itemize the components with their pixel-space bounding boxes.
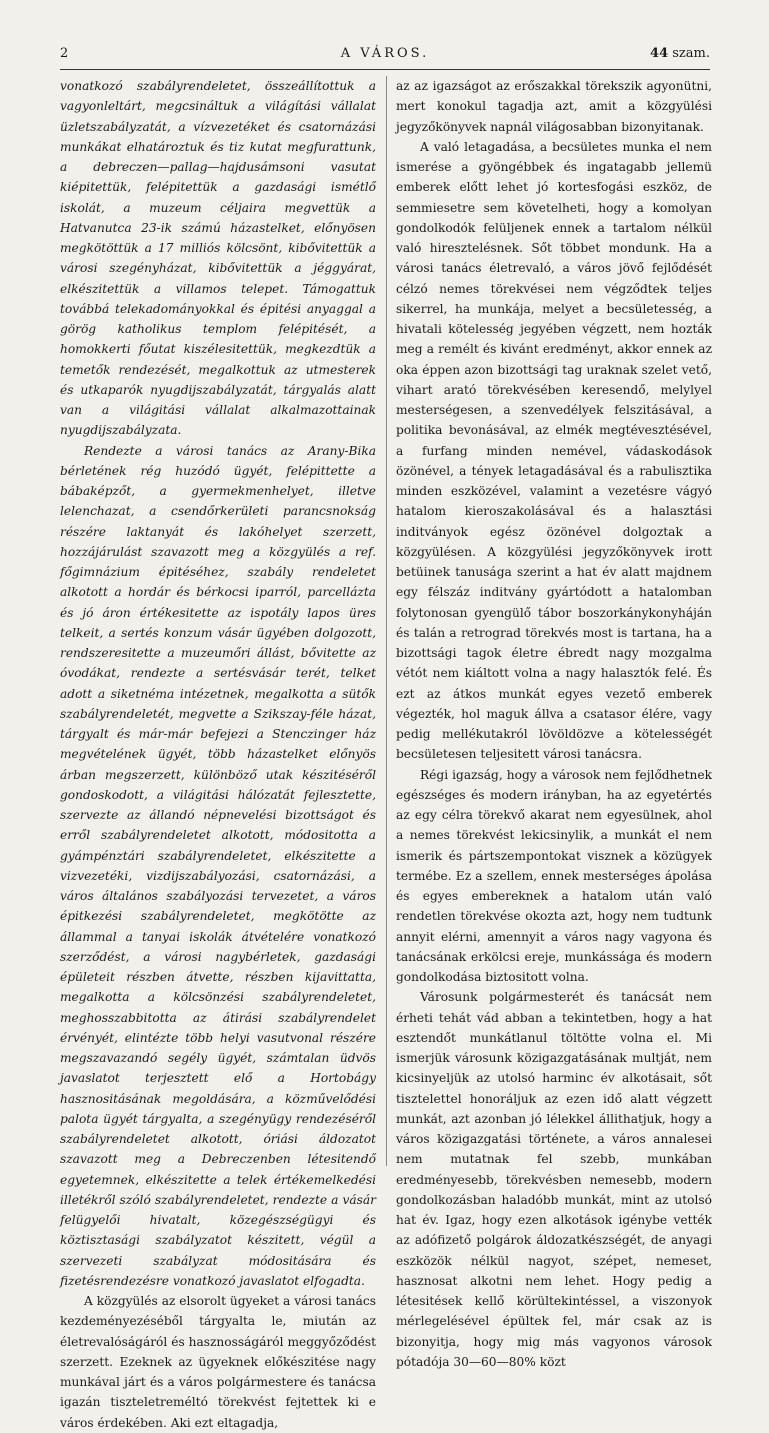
right-paragraph-3: Régi igazság, hogy a városok nem fejlődhetnek egészséges és modern irányban, ha az egyetértés az egy célra törekvő akarat nem egyesülnek, ahol a nemes törekvést lekicsinylik, a munkát el nem ismerik és pártszempontokat visznek a közügyek termébe. Ez a szellem, ennek mesterséges ápolása és egyes embereknek a hatalom után való rendetlen törekvése okozta azt, hogy nem tudtunk annyit elérni, amennyit a város nagy vagyona és tanácsának erkölcsi ereje, munkássága és modern gondolkodása biztositott volna. [396, 767, 712, 984]
left-paragraph-2: Rendezte a városi tanács az Arany-Bika bérletének rég huzódó ügyét, felépittette a bábaképzőt, a gyermekmenhelyet, illetve lelenchazat, a csendőrkerületi parancsnokság részére laktanyát és lakóhelyet szerzett, hozzájárulást szavazott meg a közgyülés a ref. főgimnázium épitéséhez, szabály rendeletet alkotott a hordár és bérkocsi iparról, parcellázta és jó áron értékesitette az ispotály lapos üres telkeit, a sertés konzum vásár ügyében dolgozott, rendszeresitette a muzeumőri állást, bővitette az óvodákat, rendezte a sertésvásár terét, telket adott a siketnéma intézetnek, megalkotta a sütők szabályrendeletét, megvette a Szikszay-féle házat, tárgyalt és már-már befejezi a Stenczinger ház megvételének ügyét, több házastelket előnyös árban megszerzett, különböző utak készitéséről gondoskodott, a világitási hálózatát fejlesztette, szervezte az állandó népnevelési bizottságot és erről szabályrendeletet alkotott, módositotta a gyámpénztári szabályrendeletet, elkészitette a vizvezetéki, vizdijszabályozási, csatornázási, a város általános szabályozási tervezetet, a város épitkezési szabályrendeletet, megkötötte az állammal a tanyai iskolák átvételére vonatkozó szerződést, a városi nagybérletek, gazdasági épületeit részben átvette, részben kijavittatta, megalkotta a kölcsönzési szabályrendeletet, meghosszabbitotta az átirási szabályrendelet érvényét, elintézte több helyi vasutvonal részére megszavazandó segély ügyét, számtalan üdvös javaslatot terjesztett elő a Hortobágy hasznositásának megoldására, a közművelődési palota ügyét tárgyalta, a szegényügy rendezéséről szabályrendeletet alkotott, óriási áldozatot szavazott meg a Debreczenben létesitendő egyetemnek, elkészitette a telek értékemelkedési illetékről szóló szabályrendeletet, rendezte a vásár felügyelői hivatalt, közegészségügyi és köztisztasági szabályzatot készitett, végül a szervezeti szabályzat módositására és fizetésrendezésre vonatkozó javaslatot elfogadta. [60, 443, 376, 1288]
right-paragraph-1: az az igazságot az erőszakkal törekszik agyonütni, mert konokul tagadja azt, amit a közgyülési jegyzőkönyvek napnál világosabban bizonyitanak. [396, 79, 712, 134]
issue-number-value: 44 [650, 46, 669, 61]
left-column [60, 76, 376, 1430]
newspaper-title: A VÁROS. [340, 46, 430, 61]
right-paragraph-2: A való letagadása, a becsületes munka el nem ismerése a gyöngébbek és ingatagabb jellemü emberek előtt lehet jó kortesfogási eszköz, de semmiesetre sem követelheti, hogy a komolyan gondolkodók felüljenek ennek a tartalom nélkül való hiresztelésnek. Sőt többet mondunk. Ha a városi tanács életrevaló, a város jövő fejlődését célzó nemes törekvései nem végződtek teljes sikerrel, ha munkája, melyet a becsületesség, a hivatali kötelesség jegyében végzett, nem hozták meg a remélt és kivánt eredményt, akkor ennek az oka éppen azon bizottsági tag uraknak szelet vető, vihart arató törekvésében keresendő, melylyel mesterségesen, a szenvedélyek felszitásával, a politika bevonásával, az elmék megtévesztésével, a furfang minden nemével, vádaskodások özönével, a tények letagadásával és a rabulisztika minden eszközével, valamint a vezetésre vágyó hatalom kieroszakolásával és a halasztási inditványok egész özönével dolgoztak a közgyülésen. A közgyülési jegyzőkönyvek irott betüinek tanusága szerint a hat év alatt majdnem egy félszáz inditvány gyártódott a hatalomban folytonosan gyengülő tábor boszorkánykonyháján és talán a retrograd törekvés most is tartana, ha a bizottsági tagok életre ébredt nagy mozgalma vétót nem kiáltott volna a nagy halasztók felé. És ezt az átkos munkát egyes vezető emberek végezték, hol maguk állva a csatasor élére, vagy pedig mellékutakról lövöldözve a kötelességét becsületesen teljesitett városi tanácsra. [396, 139, 712, 762]
header-rule [60, 69, 710, 70]
right-column [396, 76, 712, 1369]
column-divider [386, 76, 387, 1166]
page-number: 2 [60, 46, 69, 61]
page-header [60, 44, 710, 66]
right-paragraph-4: Városunk polgármesterét és tanácsát nem érheti tehát vád abban a tekintetben, hogy a hat esztendőt munkátlanul töltötte volna el. Mi ismerjük városunk közigazgatásának multját, nem kicsinyeljük az utolsó harminc év alkotásait, sőt tisztelettel honoráljuk az ezen idő alatt végzett munkát, azt azonban jó lélekkel állithatjuk, hogy a város közigazgatási története, a város annalesei nem mutatnak fel szebb, munkában eredményesebb, törekvésben nemesebb, modern gondolkozásban haladóbb munkát, mint az utolsó hat év. Igaz, hogy ezen alkotások igénybe vették az adófizető polgárok áldozatkészségét, de anyagi eszközök nélkül nagyot, szépet, nemeset, hasznosat alkotni nem lehet. Hogy pedig a létesitések kellő körültekintéssel, a viszonyok mérlegelésével épültek fel, már csak az is bizonyitja, hogy mig más vagyonos városok pótadója 30—60—80% közt [396, 990, 712, 1369]
left-paragraph-1: vonatkozó szabályrendeletet, összeállítottuk a vagyonleltárt, megcsináltuk a világítási vállalat üzletszabályzatát, a vízvezetéket és csatornázási munkákat elhatároztuk és tiz kutat megfurattunk, a debreczen—pallag—hajdusámsoni vasutat kiépitettük, felépitettük a gazdasági ismétlő iskolát, a muzeum céljaira megvettük a Hatvanutca 23-ik számú házastelket, előnyösen megkötöttük a 17 milliós kölcsönt, kibővitettük a városi szegényházat, kibővitettük a jéggyárat, elkészitettük a villamos telepet. Támogattuk továbbá telekadományokkal és épitési anyaggal a görög katholikus templom felépitését, a homokkerti főutat kiszélesitettük, megkezdtük a temetők rendezését, megalkottuk az utmesterek és utkaparók nyugdijszabályzatát, tárgyalás alatt van a világitási vállalat alkalmazottainak nyugdijszabályzata. [60, 79, 376, 438]
issue-number [650, 46, 710, 61]
issue-suffix: szam. [672, 46, 710, 61]
left-paragraph-3: A közgyülés az elsorolt ügyeket a városi tanács kezdeményezéséből tárgyalta le, miután az életrevalóságáról és hasznosságáról meggyőződést szerzett. Ezeknek az ügyeknek előkészitése nagy munkával járt és a város polgármestere és tanácsa igazán tiszteletreméltó törekvést fejtettek ki e város érdekében. Aki ezt eltagadja, [60, 1294, 376, 1430]
